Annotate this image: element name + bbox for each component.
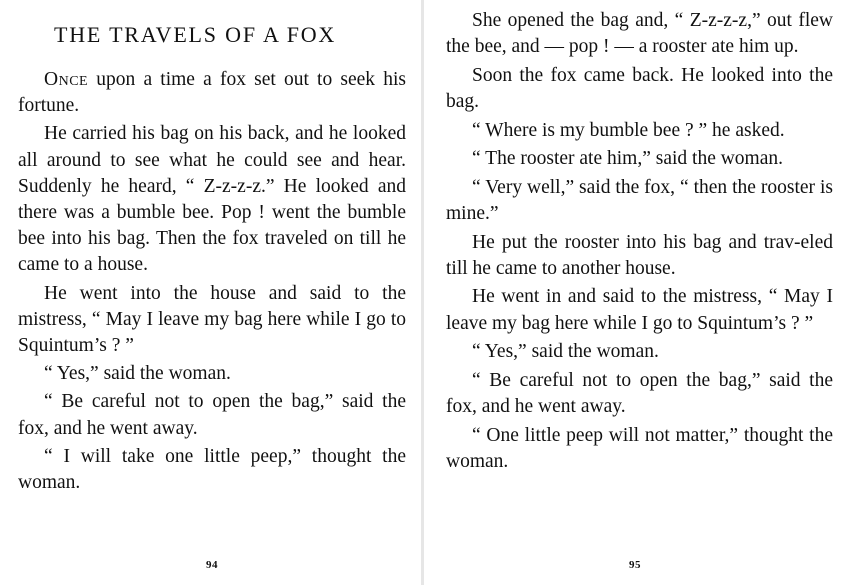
right-page — [446, 0, 833, 585]
right-page-text — [446, 8, 833, 477]
paragraph — [446, 230, 833, 282]
page-number: 94 — [206, 559, 218, 571]
paragraph-text: He went into the house and said to the mistress, “ May I leave my bag here while I go to Squintum’s ? ” — [18, 282, 406, 357]
paragraph — [446, 423, 833, 475]
paragraph — [18, 281, 406, 360]
paragraph — [446, 118, 833, 144]
paragraph-text: Soon the fox came back. He looked into the bag. — [446, 64, 833, 112]
paragraph — [18, 361, 406, 387]
paragraph — [18, 444, 406, 496]
paragraph-text: “ One little peep will not matter,” thought the woman. — [446, 424, 833, 472]
paragraph — [446, 284, 833, 336]
drop-lead-word: Once — [44, 69, 89, 90]
paragraph-text: “ Yes,” said the woman. — [472, 341, 659, 363]
paragraph — [446, 339, 833, 365]
gutter-divider — [421, 0, 424, 585]
paragraph — [446, 368, 833, 420]
paragraph-text: upon a time a fox set out to seek his fortune. — [18, 69, 406, 117]
chapter-title: THE TRAVELS OF A FOX — [54, 22, 337, 47]
paragraph-text: “ The rooster ate him,” said the woman. — [472, 148, 784, 170]
paragraph-text: “ Be careful not to open the bag,” said the fox, and he went away. — [446, 369, 833, 417]
paragraph-text: He carried his bag on his back, and he looked all around to see what he could see and hear. Suddenly he heard, “ Z-z-z-z.” He looked and there was a bumble bee. Pop ! went the bumble bee into his bag. Then the fox traveled on till he came to a house. — [18, 123, 406, 276]
paragraph — [446, 63, 833, 115]
paragraph — [18, 67, 406, 119]
paragraph-text: “ Very well,” said the fox, “ then the rooster is mine.” — [446, 176, 833, 224]
paragraph-text: “ Be careful not to open the bag,” said the fox, and he went away. — [18, 391, 406, 439]
paragraph — [446, 146, 833, 172]
paragraph — [446, 175, 833, 227]
paragraph — [446, 8, 833, 60]
paragraph-text: “ I will take one little peep,” thought the woman. — [18, 445, 406, 494]
paragraph — [18, 389, 406, 441]
left-page-text — [18, 67, 406, 498]
left-page — [18, 0, 406, 585]
paragraph-text: “ Yes,” said the woman. — [44, 363, 231, 385]
paragraph-text: He put the rooster into his bag and trav-eled till he came to another house. — [446, 231, 833, 279]
paragraph-text: “ Where is my bumble bee ? ” he asked. — [472, 119, 785, 141]
page-number: 95 — [629, 559, 641, 571]
paragraph-text: She opened the bag and, “ Z-z-z-z,” out flew the bee, and — pop ! — a rooster ate him up. — [446, 10, 833, 58]
paragraph — [18, 121, 406, 278]
paragraph-text: He went in and said to the mistress, “ May I leave my bag here while I go to Squintum’s ? ” — [446, 286, 833, 334]
